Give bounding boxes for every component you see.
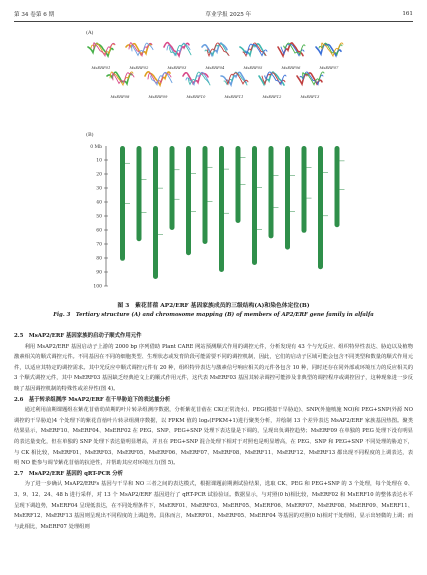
protein-name: MsERF04 (205, 65, 225, 70)
scale-label: 0 Mb (90, 145, 102, 150)
protein-structure (255, 69, 289, 99)
protein-ribbon-image (312, 40, 346, 60)
protein-name: MsERF12 (262, 94, 282, 99)
protein-name: MsERF11 (224, 94, 244, 99)
protein-row (84, 40, 346, 70)
chromosome-map (84, 138, 354, 293)
scale-label: 10 (96, 158, 102, 164)
scale-label: 80 (96, 256, 102, 262)
chromosome-bar (318, 146, 323, 269)
protein-structure-grid (84, 40, 346, 98)
protein-name: MsERF07 (319, 65, 339, 70)
header-issue: 第 34 卷第 6 期 (14, 12, 55, 18)
protein-name: MsERF09 (148, 94, 168, 99)
protein-structure (293, 69, 327, 99)
protein-name: MsERF08 (110, 94, 130, 99)
scale-label: 90 (96, 270, 102, 276)
scale-label: 60 (96, 228, 102, 234)
running-header (14, 9, 413, 19)
chromosome-bar (219, 146, 224, 272)
protein-ribbon-image (160, 40, 194, 60)
chromosome-bar (236, 146, 241, 223)
protein-name: MsERF05 (243, 65, 263, 70)
chromosome-bar (120, 146, 125, 261)
scale-label: 40 (96, 200, 102, 206)
chromosome-bar (186, 146, 191, 255)
scale-label: 70 (96, 242, 102, 248)
protein-ribbon-image (179, 69, 213, 89)
protein-structure (236, 40, 270, 70)
protein-structure (198, 40, 232, 70)
protein-row (84, 69, 346, 99)
protein-name: MsERF01 (91, 65, 111, 70)
chromosome-bar (302, 146, 307, 233)
protein-ribbon-image (274, 40, 308, 60)
header-journal: 草业学报 2025 年 (205, 12, 252, 18)
protein-name: MsERF06 (281, 65, 301, 70)
section-2-7-paragraph: 为了进一步确认 MsAP2/ERFs 基因与干旱和 NO 三者之间的表达模式，根据课题前期测试验结果，选取 CK、PEG 和 PEG+SNP 的 3 个处理，每个处理在 0、3、9、12、24、48 h 进行采样，对 13 个 MsAP2/ERF 基因进行了 qRT-PCR 试验验证。数据显示，与对照(0 h)相比较，MsERF02 和 MsERF10 的整体表达水平呈现下调趋势，MsERF04 呈现低表达，在不同处理条件下，MsERF01、MsERF03、MsERF05、MsERF06、MsERF07、MsERF08、MsERF09、MsERF11、MsERF12、MsERF13 基因则呈现出不同程度的上调趋势。具体而言，MsERF01、MsERF05、MsERF04 等基因的对照(0 h)相对干处理组，显示出轻微的上调；而与此相比，MsERF07 处理组则 (14, 481, 413, 530)
protein-structure (122, 40, 156, 70)
protein-ribbon-image (217, 69, 251, 89)
protein-ribbon-image (122, 40, 156, 60)
chromosome-bar (203, 146, 208, 244)
chromosome-bar (269, 146, 274, 238)
chromosome-bar (153, 146, 158, 279)
protein-name: MsERF13 (300, 94, 320, 99)
chromosome-bar (137, 146, 142, 241)
figure-caption-cn: 图 3 紫花苜蓿 AP2/ERF 基因家族成员的三级结构(A)和染色体定位(B) (117, 303, 310, 309)
header-page: 161 (402, 11, 413, 17)
header-rule (14, 21, 413, 22)
protein-ribbon-image (293, 69, 327, 89)
protein-structure (160, 40, 194, 70)
protein-structure (141, 69, 175, 99)
protein-ribbon-image (198, 40, 232, 60)
protein-structure (312, 40, 346, 70)
chromosome-bar (285, 146, 290, 250)
protein-structure (217, 69, 251, 99)
section-2-5-title: 2.5 MsAP2/ERF 基因家族的启动子顺式作用元件 (14, 333, 142, 339)
body-text (14, 331, 413, 532)
protein-ribbon-image (141, 69, 175, 89)
protein-name: MsERF03 (167, 65, 187, 70)
protein-ribbon-image (255, 69, 289, 89)
protein-ribbon-image (236, 40, 270, 60)
protein-structure (84, 40, 118, 70)
panel-a-label: (A) (86, 30, 94, 36)
section-2-6-paragraph: 通过利用前期课题组在紫花苜蓿幼苗期的叶片转录组测序数据，分析紫花苜蓿在 CK(正常浇水)、PEG(模拟干旱胁迫)、SNP(外施喷施 NO)和 PEG+SNP(外源 NO 调控的干旱胁迫)4 个处理下的紫花苜蓿叶片转录组测序数据，以 FPKM 值的 log₂(FPKM+1)进行聚类分析，并绘制 13 个差异表达 MsAP2/ERF 家族基因热图。聚类结果显示，MsERF10、MsERF04、MsERF02 在 PEG、SNP、PEG+SNP 处理下表达量是下调的，呈现出负调控趋势；MsERF09 在单独的 PEG 处理下没有明显的表达量变化，但在单独的 SNP 处理下表达量明显增高，并且在 PEG+SNP 混合处理下相对于对照也是明显增高，在 PEG、SNP 和 PEG+SNP 不同处理的胁迫下，与 CK 相比较，MsERF01、MsERF03、MsERF05、MsERF06、MsERF07、MsERF08、MsERF11、MsERF12、MsERF13 都出现不同程度的上调表达，表明 NO 能参与调节紫花苜蓿的抗逆性，并帮助其应对环境压力(图 5)。 (14, 407, 413, 467)
protein-structure (274, 40, 308, 70)
protein-name: MsERF02 (129, 65, 149, 70)
protein-structure (103, 69, 137, 99)
protein-name: MsERF10 (186, 94, 206, 99)
section-2-5-paragraph: 利用 MsAP2/ERF 基因启动子上游的 2000 bp 序列借助 Plant CARE 网站预测顺式作用的调控元件，分析发现有 43 个与光反应、组织特异性表达、胁迫以及植物激素相关的顺式调控元件。不同基因在不同的细胞类型、生理状态或发育阶段可能需要不同的调控机制，因此，它们的启动子区域可能会包含不同类型和数量的顺式作用元件，以适应其特定的调控需求。其中光反应中顺式调控元件有 20 种，组织特异表达与激素信号响应相关的元件各包含 10 种，同时还存在同外部或环境压力的反应相关的 3 个顺式调控元件，其中 MsERF03 基因缺乏经典逆文上的顺式作用元件，这代表 MsERF03 基因其转录调控可能涉及非典型的调控程序或调控因子，这种现象进一步反映了基因调控机制的特殊性或差异性(图 4)。 (14, 343, 413, 392)
section-2-6-title: 2.6 基于转录组测序 MsAP2/ERF 在干旱胁迫下的表达量分析 (14, 396, 171, 403)
protein-structure (179, 69, 213, 99)
scale-label: 20 (96, 172, 102, 178)
scale-label: 30 (96, 186, 102, 192)
chromosome-bar (335, 146, 340, 227)
protein-ribbon-image (84, 40, 118, 60)
protein-ribbon-image (103, 69, 137, 89)
scale-label: 50 (96, 214, 102, 220)
chromosome-bar (170, 146, 175, 230)
section-2-7-title: 2.7 MsAP2/ERF 基因的 qRT-PCR 分析 (14, 470, 124, 477)
scale-label: 100 (93, 284, 102, 290)
chromosome-bar (252, 146, 257, 265)
figure-caption-en: Fig. 3 Tertiary structure (A) and chromosome mapping (B) of members of AP2/ERF gene family in alfalfa (53, 312, 374, 318)
panel-b-label: (B) (86, 132, 94, 138)
